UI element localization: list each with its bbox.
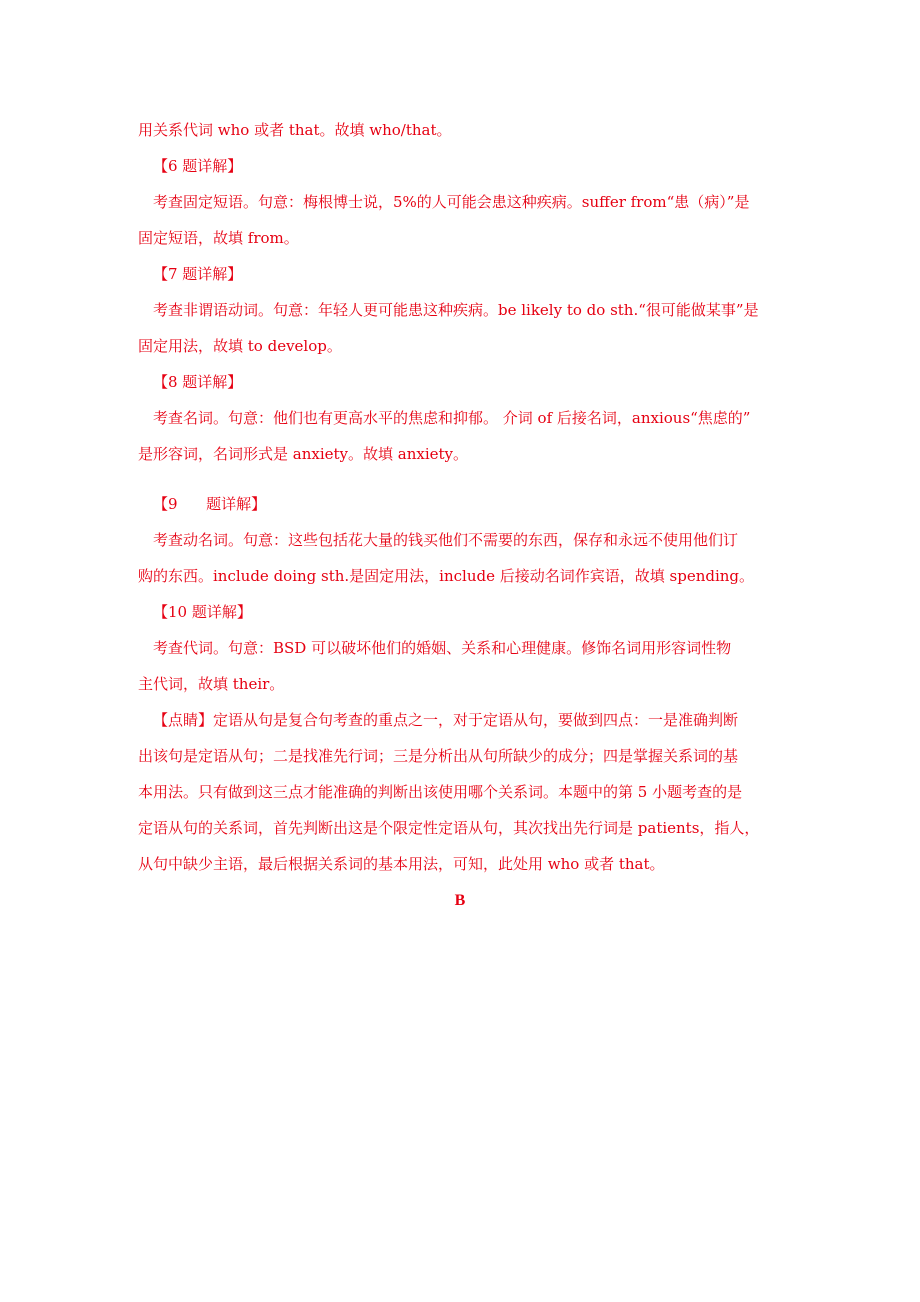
text-line: 考查名词。句意：他们也有更高水平的焦虑和抑郁。 介词 of 后接名词，anxious“焦虑的”	[153, 409, 751, 427]
text-line: 考查非谓语动词。句意：年轻人更可能患这种疾病。be likely to do sth.“很可能做某事”是	[153, 301, 759, 319]
paragraph-q10	[138, 630, 784, 702]
paragraph-q7	[138, 292, 784, 364]
heading-q6	[138, 148, 784, 184]
heading-q9	[138, 486, 784, 522]
text-line: 固定短语，故填 from。	[138, 229, 299, 247]
text-line: 是形容词，名词形式是 anxiety。故填 anxiety。	[138, 445, 469, 463]
text-line: 从句中缺少主语，最后根据关系词的基本用法，可知，此处用 who 或者 that。	[138, 855, 665, 873]
text-line: 考查代词。句意：BSD 可以破坏他们的婚姻、关系和心理健康。修饰名词用形容词性物	[153, 639, 732, 657]
heading-q8	[138, 364, 784, 400]
paragraph-dianjing	[138, 702, 784, 882]
paragraph-1	[138, 112, 784, 148]
heading-text: 【10 题详解】	[153, 603, 252, 621]
heading-text: 【6 题详解】	[153, 157, 243, 175]
text-line: 考查动名词。句意：这些包括花大量的钱买他们不需要的东西，保存和永远不使用他们订	[153, 531, 739, 549]
paragraph-q6	[138, 184, 784, 256]
text-line: 出该句是定语从句；二是找准先行词；三是分析出从句所缺少的成分；四是掌握关系词的基	[138, 747, 739, 765]
heading-q7	[138, 256, 784, 292]
text-line: 定语从句的关系词，首先判断出这是个限定性定语从句，其次找出先行词是 patients，指人，	[138, 819, 760, 837]
heading-text: 【7 题详解】	[153, 265, 243, 283]
text-line: 主代词，故填 their。	[138, 675, 285, 693]
text-line: 【点睛】定语从句是复合句考查的重点之一，对于定语从句，要做到四点：一是准确判断	[153, 711, 739, 729]
paragraph-q9	[138, 522, 784, 594]
text-line: 购的东西。include doing sth.是固定用法，include 后接动名词作宾语，故填 spending。	[138, 567, 755, 585]
heading-text: 【9 题详解】	[153, 495, 267, 513]
text-line: 本用法。只有做到这三点才能准确的判断出该使用哪个关系词。本题中的第 5 小题考查的是	[138, 783, 743, 801]
section-letter: B	[454, 892, 466, 909]
text-line: 用关系代词 who 或者 that。故填 who/that。	[138, 121, 452, 139]
text-line: 考查固定短语。句意：梅根博士说，5%的人可能会患这种疾病。suffer from“患（病）”是	[153, 193, 750, 211]
paragraph-q8	[138, 400, 784, 472]
heading-text: 【8 题详解】	[153, 373, 243, 391]
text-line: 固定用法，故填 to develop。	[138, 337, 342, 355]
heading-q10	[138, 594, 784, 630]
